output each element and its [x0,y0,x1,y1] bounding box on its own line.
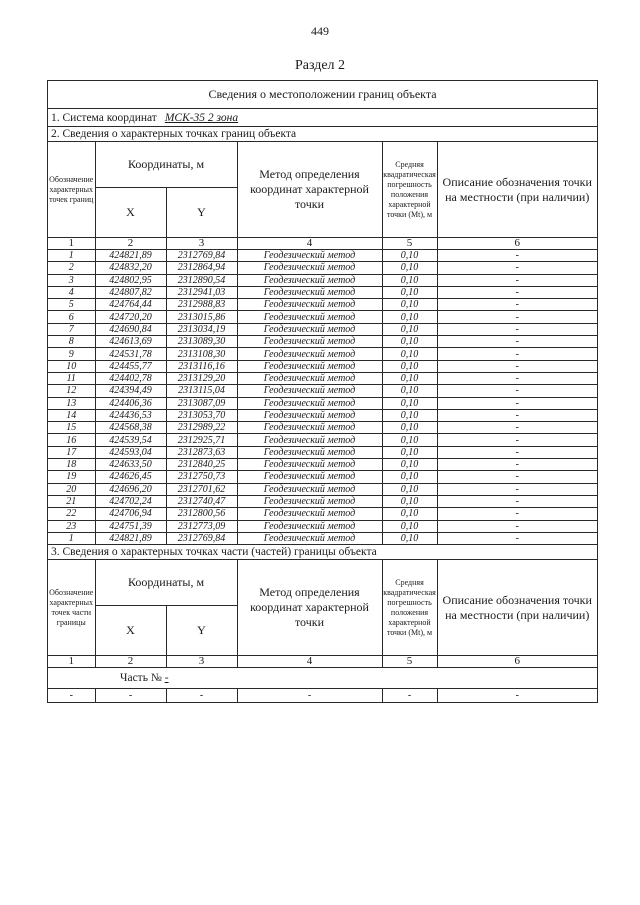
method-cell: Геодезический метод [237,299,382,311]
section-title: Раздел 2 [294,58,346,73]
part-cell: - [237,689,382,703]
y-cell: 2313129,20 [166,372,237,384]
part-header-y: Y [166,606,237,656]
y-cell: 2313053,70 [166,409,237,421]
section2-table-cell [48,142,598,545]
table-row [48,250,597,262]
x-cell: 424531,78 [95,348,166,360]
description-cell: - [437,250,597,262]
table-row [48,311,597,323]
x-cell: 424593,04 [95,446,166,458]
column-number: 5 [382,238,437,250]
method-cell: Геодезический метод [237,250,382,262]
description-cell: - [437,520,597,532]
table-row [48,336,597,348]
y-cell: 2312840,25 [166,459,237,471]
y-cell: 2312701,62 [166,483,237,495]
x-cell: 424764,44 [95,299,166,311]
part-header-point-designation: Обозначение характерных точек части границы [48,560,95,656]
table-row [48,274,597,286]
method-cell: Геодезический метод [237,262,382,274]
header-rms: Средняя квадратическая погрешность положения характерной точки (Mt), м [382,142,437,238]
method-cell: Геодезический метод [237,471,382,483]
description-cell: - [437,336,597,348]
rms-cell: 0,10 [382,348,437,360]
point-id-cell: 17 [48,446,95,458]
x-cell: 424690,84 [95,323,166,335]
method-cell: Геодезический метод [237,459,382,471]
column-number: 1 [48,238,95,250]
rms-cell: 0,10 [382,508,437,520]
rms-cell: 0,10 [382,274,437,286]
y-cell: 2312988,83 [166,299,237,311]
method-cell: Геодезический метод [237,508,382,520]
method-cell: Геодезический метод [237,495,382,507]
method-cell: Геодезический метод [237,532,382,544]
section3-title: 3. Сведения о характерных точках части (частей) границы объекта [48,545,598,560]
table-row [48,532,597,544]
point-id-cell: 19 [48,471,95,483]
rms-cell: 0,10 [382,459,437,471]
part-label: Часть № [120,672,162,685]
rms-cell: 0,10 [382,471,437,483]
part-number-row [48,668,597,689]
column-number: 4 [237,656,382,668]
description-cell: - [437,323,597,335]
part-header-coordinates: Координаты, м [95,560,237,606]
point-id-cell: 6 [48,311,95,323]
method-cell: Геодезический метод [237,520,382,532]
part-cell: - [382,689,437,703]
part-cell: - [48,689,95,703]
part-points-table [48,560,597,702]
method-cell: Геодезический метод [237,446,382,458]
coordinate-system-label: 1. Система координат [51,111,157,124]
rms-cell: 0,10 [382,323,437,335]
table-row [48,372,597,384]
y-cell: 2312740,47 [166,495,237,507]
column-number: 4 [237,238,382,250]
header-y: Y [166,188,237,238]
method-cell: Геодезический метод [237,348,382,360]
x-cell: 424702,24 [95,495,166,507]
description-cell: - [437,459,597,471]
table-row [48,483,597,495]
x-cell: 424568,38 [95,422,166,434]
rms-cell: 0,10 [382,262,437,274]
description-cell: - [437,508,597,520]
description-cell: - [437,372,597,384]
column-number: 6 [437,656,597,668]
header-method: Метод определения координат характерной точки [237,142,382,238]
header-point-designation: Обозначение характерных точек границ [48,142,95,238]
rms-cell: 0,10 [382,397,437,409]
y-cell: 2313115,04 [166,385,237,397]
x-cell: 424807,82 [95,286,166,298]
x-cell: 424720,20 [95,311,166,323]
part-value: - [164,672,169,685]
table-row [48,360,597,372]
description-cell: - [437,471,597,483]
x-cell: 424696,20 [95,483,166,495]
table-row [48,446,597,458]
rms-cell: 0,10 [382,434,437,446]
x-cell: 424402,78 [95,372,166,384]
table-row [48,286,597,298]
rms-cell: 0,10 [382,409,437,421]
description-cell: - [437,446,597,458]
table-row [48,385,597,397]
description-cell: - [437,311,597,323]
method-cell: Геодезический метод [237,286,382,298]
point-id-cell: 11 [48,372,95,384]
y-cell: 2313116,16 [166,360,237,372]
x-cell: 424613,69 [95,336,166,348]
section3-table-cell [48,560,598,703]
y-cell: 2312769,84 [166,532,237,544]
y-cell: 2313015,86 [166,311,237,323]
point-id-cell: 3 [48,274,95,286]
point-id-cell: 5 [48,299,95,311]
y-cell: 2312773,09 [166,520,237,532]
description-cell: - [437,532,597,544]
part-data-row [48,689,597,703]
part-column-number-row [48,656,597,668]
y-cell: 2312750,73 [166,471,237,483]
x-cell: 424706,94 [95,508,166,520]
rms-cell: 0,10 [382,286,437,298]
page-number: 449 [311,24,329,38]
column-number: 2 [95,656,166,668]
point-id-cell: 21 [48,495,95,507]
header-x: X [95,188,166,238]
x-cell: 424406,36 [95,397,166,409]
point-id-cell: 22 [48,508,95,520]
method-cell: Геодезический метод [237,422,382,434]
header-description: Описание обозначения точки на местности (при наличии) [437,142,597,238]
table-row [48,520,597,532]
description-cell: - [437,385,597,397]
table-row [48,459,597,471]
column-number: 3 [166,238,237,250]
y-cell: 2312769,84 [166,250,237,262]
part-header-method: Метод определения координат характерной точки [237,560,382,656]
x-cell: 424394,49 [95,385,166,397]
rms-cell: 0,10 [382,311,437,323]
part-header-x: X [95,606,166,656]
table-row [48,434,597,446]
description-cell: - [437,286,597,298]
point-id-cell: 23 [48,520,95,532]
table-row [48,495,597,507]
part-header-description: Описание обозначения точки на местности (при наличии) [437,560,597,656]
point-id-cell: 20 [48,483,95,495]
method-cell: Геодезический метод [237,385,382,397]
column-number: 2 [95,238,166,250]
point-id-cell: 1 [48,532,95,544]
description-cell: - [437,360,597,372]
part-number-cell [48,668,597,689]
method-cell: Геодезический метод [237,360,382,372]
description-cell: - [437,495,597,507]
boundary-info-table [47,80,598,703]
table-row [48,262,597,274]
coordinate-system-value: МСК-35 2 зона [164,111,239,124]
description-cell: - [437,299,597,311]
y-cell: 2312941,03 [166,286,237,298]
table-row [48,508,597,520]
x-cell: 424436,53 [95,409,166,421]
part-cell: - [166,689,237,703]
table-row [48,422,597,434]
point-id-cell: 1 [48,250,95,262]
point-id-cell: 15 [48,422,95,434]
point-id-cell: 2 [48,262,95,274]
description-cell: - [437,262,597,274]
x-cell: 424832,20 [95,262,166,274]
rms-cell: 0,10 [382,336,437,348]
description-cell: - [437,348,597,360]
part-cell: - [95,689,166,703]
y-cell: 2313108,30 [166,348,237,360]
rms-cell: 0,10 [382,483,437,495]
table-caption: Сведения о местоположении границ объекта [48,81,598,109]
x-cell: 424821,89 [95,532,166,544]
point-id-cell: 16 [48,434,95,446]
x-cell: 424539,54 [95,434,166,446]
point-id-cell: 14 [48,409,95,421]
table-row [48,299,597,311]
points-table [48,142,597,544]
method-cell: Геодезический метод [237,434,382,446]
rms-cell: 0,10 [382,372,437,384]
column-number: 6 [437,238,597,250]
rms-cell: 0,10 [382,385,437,397]
point-id-cell: 4 [48,286,95,298]
column-number: 1 [48,656,95,668]
rms-cell: 0,10 [382,360,437,372]
rms-cell: 0,10 [382,422,437,434]
rms-cell: 0,10 [382,520,437,532]
section2-title: 2. Сведения о характерных точках границ объекта [48,127,598,142]
point-id-cell: 8 [48,336,95,348]
point-id-cell: 9 [48,348,95,360]
point-id-cell: 10 [48,360,95,372]
x-cell: 424802,95 [95,274,166,286]
table-row [48,397,597,409]
description-cell: - [437,422,597,434]
description-cell: - [437,483,597,495]
y-cell: 2313089,30 [166,336,237,348]
method-cell: Геодезический метод [237,274,382,286]
point-id-cell: 13 [48,397,95,409]
y-cell: 2312873,63 [166,446,237,458]
column-number-row [48,238,597,250]
table-row [48,323,597,335]
rms-cell: 0,10 [382,250,437,262]
y-cell: 2312800,56 [166,508,237,520]
x-cell: 424455,77 [95,360,166,372]
method-cell: Геодезический метод [237,409,382,421]
description-cell: - [437,434,597,446]
table-row [48,471,597,483]
x-cell: 424626,45 [95,471,166,483]
y-cell: 2313034,19 [166,323,237,335]
y-cell: 2312925,71 [166,434,237,446]
column-number: 3 [166,656,237,668]
header-coordinates: Координаты, м [95,142,237,188]
method-cell: Геодезический метод [237,311,382,323]
point-id-cell: 18 [48,459,95,471]
y-cell: 2312890,54 [166,274,237,286]
rms-cell: 0,10 [382,446,437,458]
table-row [48,409,597,421]
rms-cell: 0,10 [382,495,437,507]
point-id-cell: 7 [48,323,95,335]
part-header-rms: Средняя квадратическая погрешность положения характерной точки (Mt), м [382,560,437,656]
point-id-cell: 12 [48,385,95,397]
method-cell: Геодезический метод [237,323,382,335]
y-cell: 2312989,22 [166,422,237,434]
description-cell: - [437,397,597,409]
coordinate-system-row [48,109,598,127]
description-cell: - [437,409,597,421]
x-cell: 424633,50 [95,459,166,471]
x-cell: 424751,39 [95,520,166,532]
y-cell: 2312864,94 [166,262,237,274]
rms-cell: 0,10 [382,532,437,544]
table-row [48,348,597,360]
x-cell: 424821,89 [95,250,166,262]
rms-cell: 0,10 [382,299,437,311]
method-cell: Геодезический метод [237,483,382,495]
description-cell: - [437,274,597,286]
part-cell: - [437,689,597,703]
method-cell: Геодезический метод [237,397,382,409]
y-cell: 2313087,09 [166,397,237,409]
column-number: 5 [382,656,437,668]
method-cell: Геодезический метод [237,336,382,348]
method-cell: Геодезический метод [237,372,382,384]
